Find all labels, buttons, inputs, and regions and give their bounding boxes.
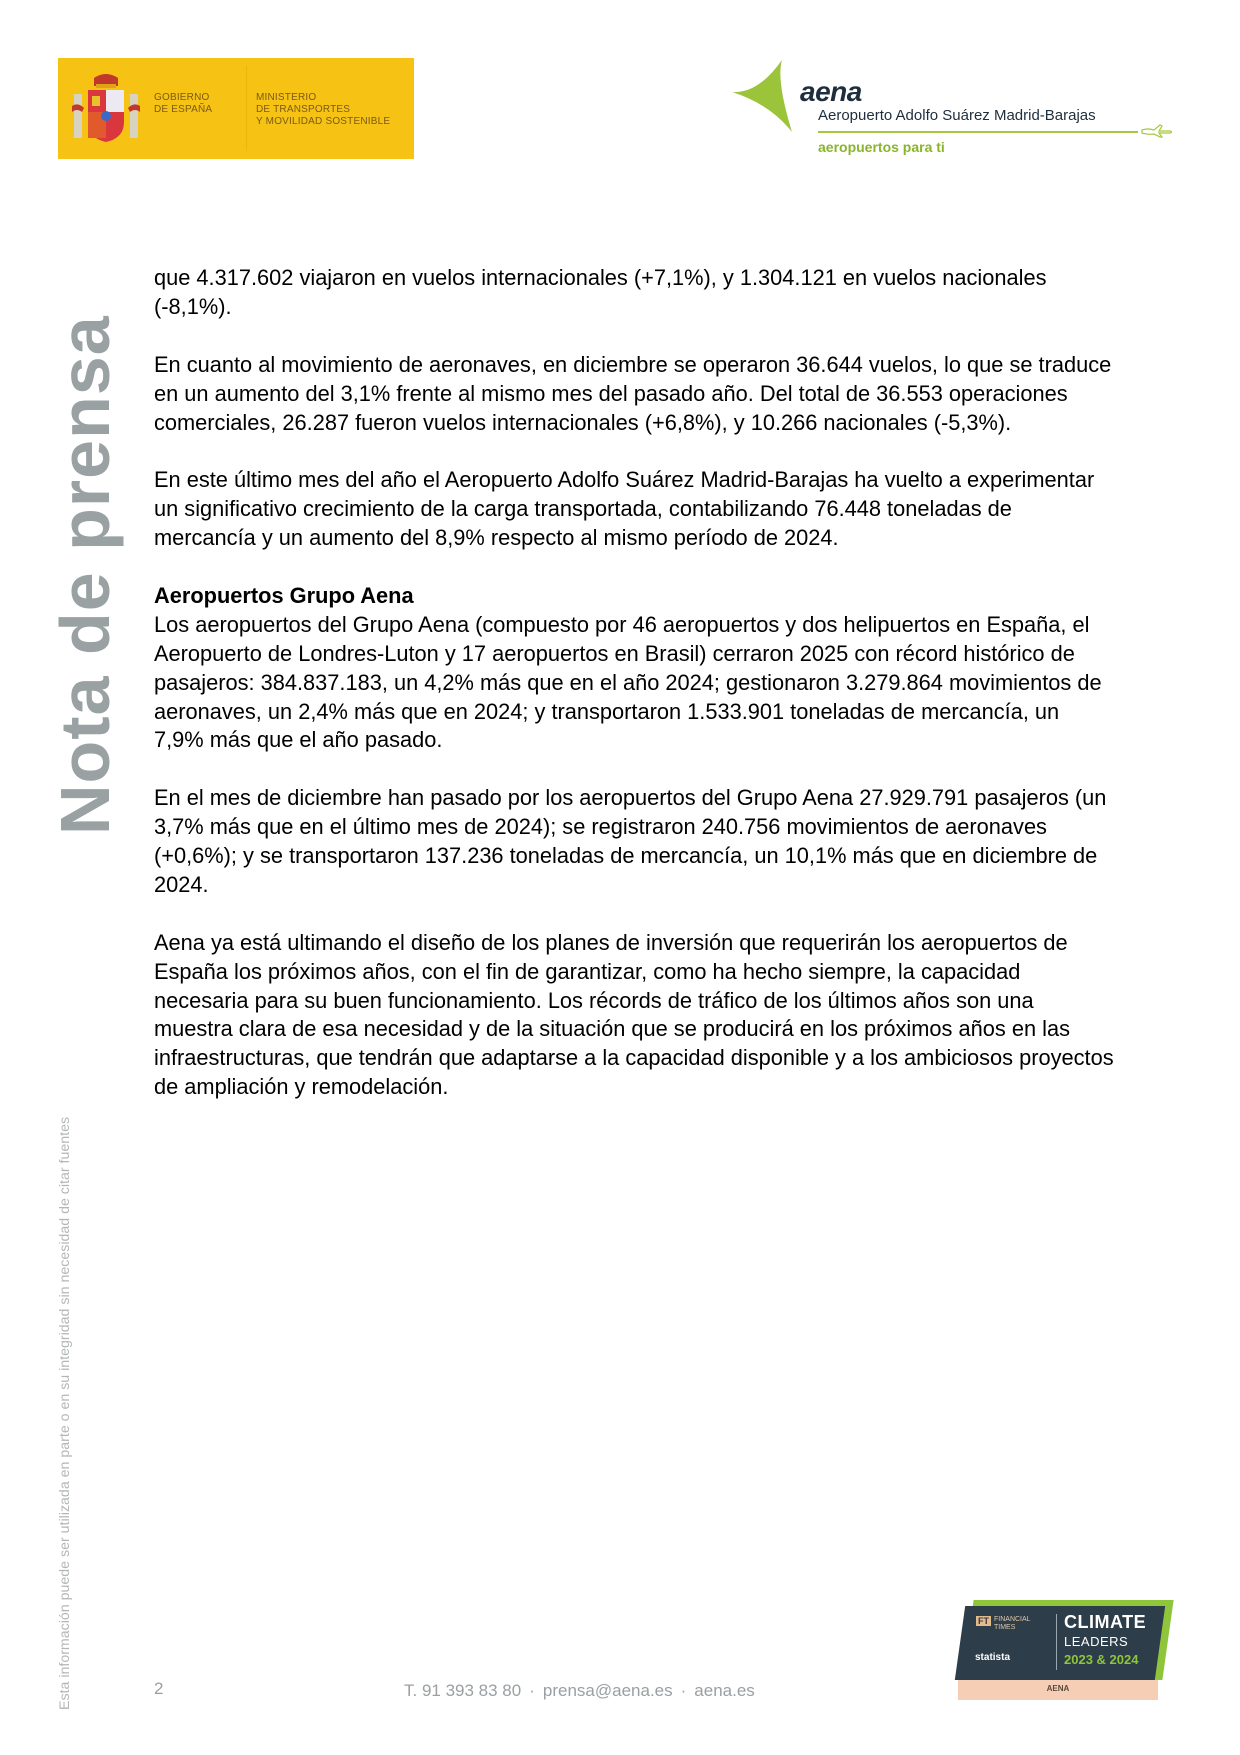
financial-times-logo	[976, 1616, 1031, 1632]
aena-logo-line	[818, 131, 1138, 133]
footer-separator: ·	[529, 1681, 535, 1700]
badge-climate: CLIMATE	[1064, 1612, 1147, 1632]
page-number: 2	[154, 1679, 164, 1698]
statista-logo: statista	[975, 1652, 1011, 1663]
badge-company: AENA	[1046, 1684, 1070, 1693]
paragraph: que 4.317.602 viajaron en vuelos internacionales (+7,1%), y 1.304.121 en vuelos nacionales (-8,1%).	[154, 265, 1047, 319]
gobierno-text	[154, 92, 212, 116]
badge-years: 2023 & 2024	[1064, 1652, 1139, 1667]
paragraph: Aena ya está ultimando el diseño de los planes de inversión que requerirán los aeropuertos de España los próximos años, con el fin de garantizar, como ha hecho siempre, la capacidad necesaria para su buen funcionamiento. Los récords de tráfico de los últimos años son una muestra clara de esa necesidad y de la situación que se producirá en los próximos años en las infraestructuras, que tendrán que adaptarse a la capacidad disponible y a los ambiciosos proyectos de ampliación y remodelación.	[154, 929, 1114, 1100]
article-body	[154, 264, 1114, 1131]
aena-wordmark: aena	[800, 76, 862, 107]
coat-of-arms-icon	[72, 72, 140, 144]
aena-airport-name: Aeropuerto Adolfo Suárez Madrid-Barajas	[818, 107, 1096, 124]
gobierno-espana-logo	[58, 58, 414, 159]
badge-leaders: LEADERS	[1064, 1634, 1129, 1649]
ft-line2: TIMES	[994, 1624, 1016, 1631]
logo-divider	[246, 66, 247, 151]
footer-website[interactable]: aena.es	[694, 1681, 755, 1700]
paragraph: En cuanto al movimiento de aeronaves, en diciembre se operaron 36.644 vuelos, lo que se traduce en un aumento del 3,1% frente al mismo mes del pasado año. Del total de 36.553 operaciones comerciales, 26.287 fueron vuelos internacionales (+6,8%), y 10.266 nacionales (-5,3%).	[154, 351, 1112, 435]
ft-mark: FT	[978, 1616, 989, 1626]
side-title: Nota de prensa	[46, 315, 124, 835]
footer-separator: ·	[680, 1681, 687, 1700]
paragraph: En el mes de diciembre han pasado por los aeropuertos del Grupo Aena 27.929.791 pasajeros (un 3,7% más que en el último mes de 2024); se registraron 240.756 movimientos de aeronaves (+0,6%); y se transportaron 137.236 toneladas de mercancía, un 10,1% más que en diciembre de 2024.	[154, 785, 1107, 897]
ministerio-line3: Y MOVILIDAD SOSTENIBLE	[256, 116, 391, 127]
gobierno-line1: GOBIERNO	[154, 92, 210, 103]
climate-leaders-badge	[950, 1600, 1175, 1700]
ft-line1: FINANCIAL	[994, 1616, 1031, 1623]
side-disclaimer: Esta información puede ser utilizada en parte o en su integridad sin necesidad de citar fuentes	[57, 1116, 73, 1710]
airplane-icon	[1140, 124, 1174, 138]
badge-divider	[1056, 1614, 1057, 1670]
footer-phone: T. 91 393 83 80	[404, 1681, 522, 1700]
section-heading: Aeropuertos Grupo Aena	[154, 582, 414, 608]
gobierno-line2: DE ESPAÑA	[154, 104, 213, 115]
aena-wing-icon	[730, 58, 810, 138]
ministerio-text	[256, 92, 390, 128]
aena-tagline: aeropuertos para ti	[818, 139, 945, 155]
footer-contact	[404, 1681, 755, 1701]
paragraph: En este último mes del año el Aeropuerto Adolfo Suárez Madrid-Barajas ha vuelto a experimentar un significativo crecimiento de la carga transportada, contabilizando 76.448 toneladas de mercancía y un aumento del 8,9% respecto al mismo período de 2024.	[154, 467, 1095, 551]
ministerio-line2: DE TRANSPORTES	[256, 104, 351, 115]
paragraph: Los aeropuertos del Grupo Aena (compuesto por 46 aeropuertos y dos helipuertos en España, el Aeropuerto de Londres-Luton y 17 aeropuertos en Brasil) cerraron 2025 con récord histórico de pasajeros: 384.837.183, un 4,2% más que en el año 2024; gestionaron 3.279.864 movimientos de aeronaves, un 2,4% más que en 2024; y transportaron 1.533.901 toneladas de mercancía, un 7,9% más que el año pasado.	[154, 611, 1102, 753]
aena-logo	[730, 58, 1180, 163]
ministerio-line1: MINISTERIO	[256, 92, 317, 103]
footer-email[interactable]: prensa@aena.es	[542, 1681, 673, 1700]
